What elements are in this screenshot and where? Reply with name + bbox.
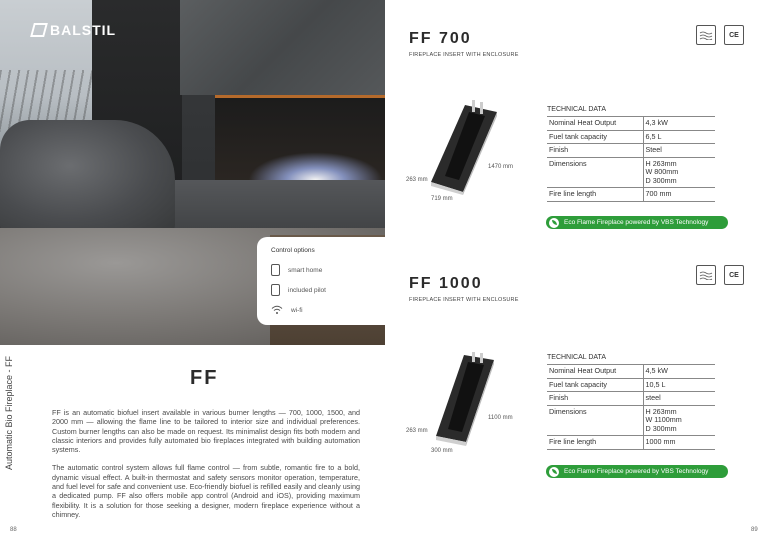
table-row: Dimensions H 263mm W 800mm D 300mm [547,157,715,188]
heat-certification-icon [696,265,716,285]
tech-data-title: TECHNICAL DATA [547,106,715,117]
control-option-wifi: wi-fi [271,300,371,320]
ff1000-product-drawing [428,352,508,447]
product-title-ff700: FF 700 [409,30,472,47]
ff700-height-dim: 263 mm [406,177,428,183]
ff1000-technical-data [547,354,715,450]
product-title-ff1000: FF 1000 [409,275,483,292]
ff700-length-dim: 1470 mm [488,164,514,170]
brand-mark-icon [30,23,48,37]
table-row: Dimensions H 263mm W 1100mm D 300mm [547,405,715,436]
leaf-icon [549,467,559,477]
phone-icon [271,264,280,276]
leaf-icon [549,218,559,228]
brand-logo [32,22,116,38]
ff700-technical-data [547,106,715,202]
control-options-title: Control options [271,247,315,254]
table-row: Fuel tank capacity 6,5 L [547,130,715,144]
remote-icon [271,284,280,296]
tech-table [547,117,715,202]
stone-wall [180,0,385,95]
table-row: Nominal Heat Output 4,3 kW [547,117,715,130]
vertical-section-label: Automatic Bio Fireplace - FF [4,355,14,470]
table-row: Fire line length 700 mm [547,188,715,202]
table-row: Finish Steel [547,144,715,158]
page-number-right: 89 [751,527,758,533]
brand-name: BALSTIL [50,22,117,38]
sofa [0,120,175,235]
wifi-icon [271,305,283,315]
ff700-width-dim: 719 mm [431,196,453,202]
control-option-pilot: included pilot [271,280,371,300]
table-row: Finish steel [547,392,715,406]
tech-table [547,365,715,450]
ff-title: FF [190,367,219,389]
control-option-smart-home: smart home [271,260,371,280]
flames [248,152,383,180]
table-row: Fuel tank capacity 10,5 L [547,378,715,392]
description-paragraph: FF is an automatic biofuel insert available in various burner lengths — 700, 1000, 1500, and 2000 mm — allowing the flame line to be tailored to interior size and individual preferences. Custom burner lengths can also be made on request. Its minimalist design fits both modern and classic interiors and provides fully automated bio fireplaces integrated with building automation systems. [52,408,360,455]
ff1000-height-dim: 263 mm [406,428,428,434]
fireplace-photo [0,0,385,345]
table-row: Fire line length 1000 mm [547,436,715,450]
heat-certification-icon [696,25,716,45]
eco-flame-badge-ff700: Eco Flame Fireplace powered by VBS Technology [546,216,728,229]
product-subtitle-ff1000: FIREPLACE INSERT WITH ENCLOSURE [409,297,519,303]
ff-description [52,408,360,519]
description-paragraph: The automatic control system allows full flame control — from subtle, romantic fire to a bold, dynamic visual effect. A built-in thermostat and safety sensors monitor operation, temperature, and fuel level for safe and convenient use. Eco-friendly biofuel is refilled easily and cleanly using a dedicated pump. FF also offers mobile app control (Android and iOS), providing maximum flexibility. It is a solution for those seeking a designer, modern fireplace experience without a chimney. [52,463,360,519]
ce-mark-icon: CE [724,25,744,45]
ff1000-length-dim: 1100 mm [488,415,513,421]
ff1000-width-dim: 300 mm [431,448,453,454]
tech-data-title: TECHNICAL DATA [547,354,715,365]
product-subtitle-ff700: FIREPLACE INSERT WITH ENCLOSURE [409,52,519,58]
table-row: Nominal Heat Output 4,5 kW [547,365,715,378]
ff700-product-drawing [425,100,505,195]
ce-mark-icon: CE [724,265,744,285]
eco-flame-badge-ff1000: Eco Flame Fireplace powered by VBS Technology [546,465,728,478]
page-number-left: 88 [10,527,17,533]
control-options-card [257,237,385,325]
